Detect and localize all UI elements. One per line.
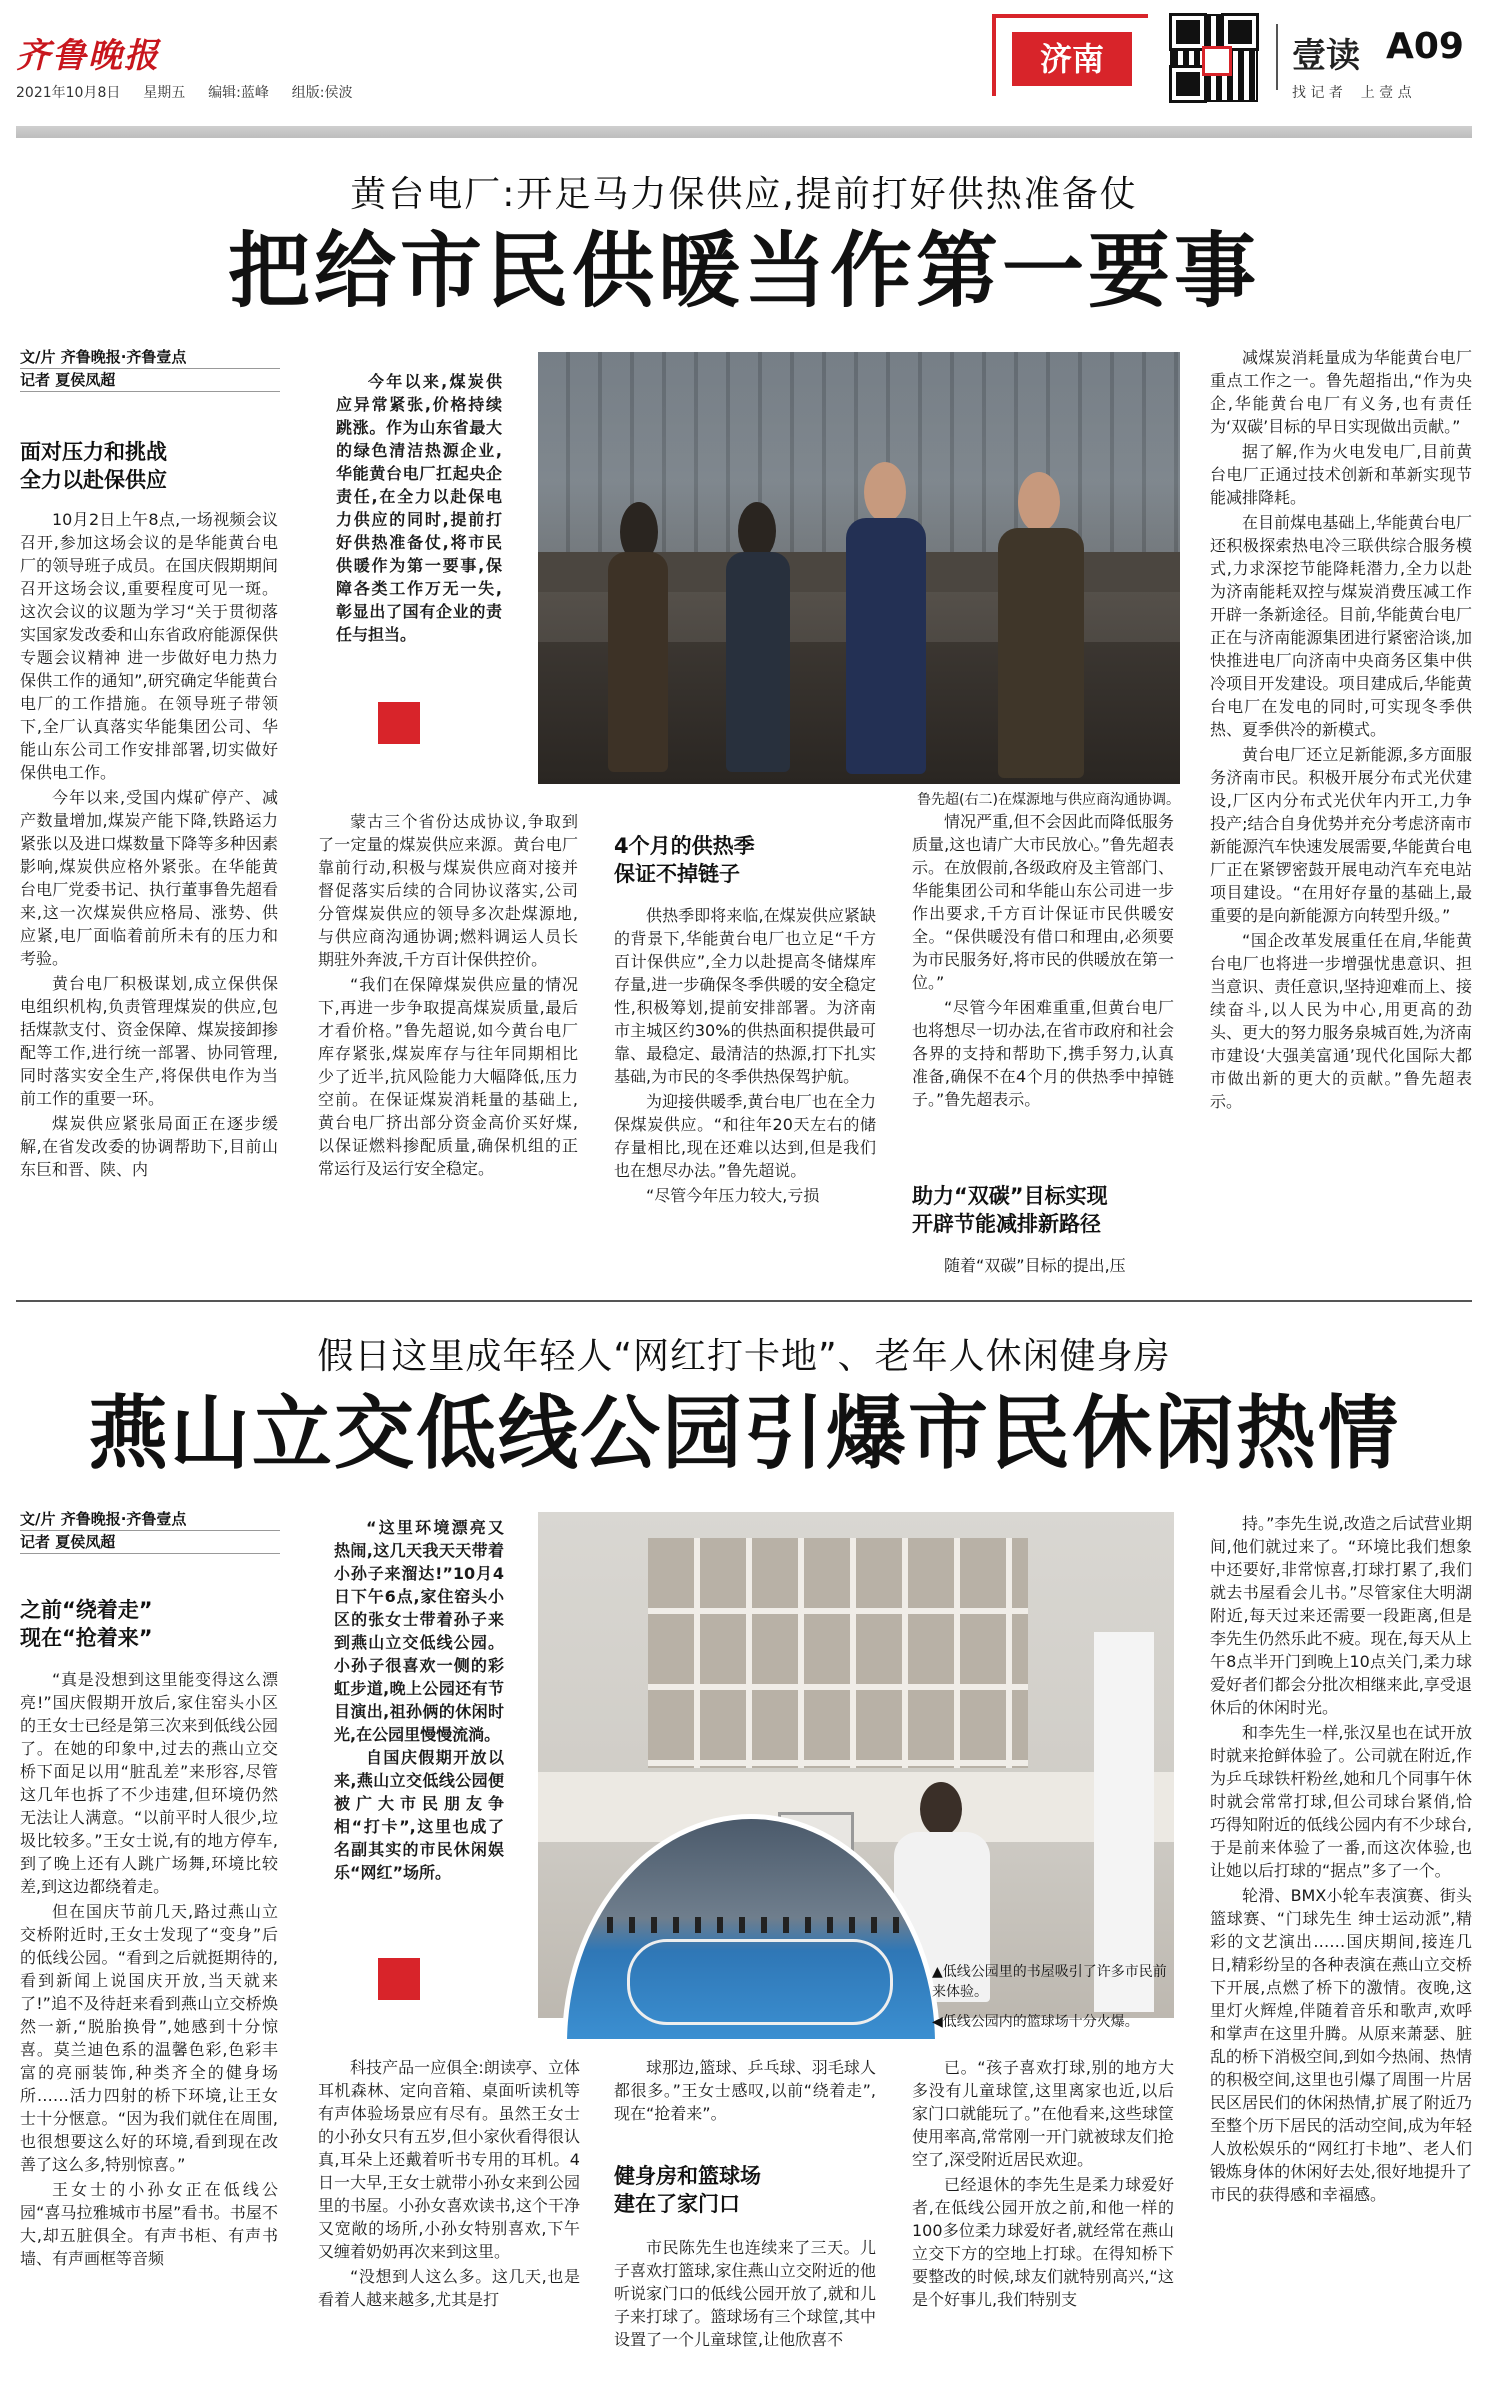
article1-col4-tail: 随着“双碳”目标的提出,压 bbox=[944, 1256, 1126, 1275]
article2-headline: 燕山立交低线公园引爆市民休闲热情 bbox=[88, 1387, 1400, 1480]
article2-col3: 球那边,篮球、乒乓球、羽毛球人都很多。”王女士感叹,以前“绕着走”,现在“抢着来”。 bbox=[614, 2058, 876, 2123]
article1-col5: 减煤炭消耗量成为华能黄台电厂重点工作之一。鲁先超指出,“作为央企,华能黄台电厂有义务,也有责任为‘双碳’目标的早日实现做出贡献。” 据了解,作为火电发电厂,目前黄台电厂正通过技术创新和革新实现节能减排降耗。 在目前煤电基础上,华能黄台电厂还积极探索热电冷三联供综合服务模式,力求深挖节能降耗潜力,全力以赴为济南能耗双控与煤炭消费压减工作开辟一条新途径。目前,华能黄台电厂正在与济南能源集团进行紧密洽谈,加快推进电厂向济南中央商务区集中供冷项目开发建设。项目建成后,华能黄台电厂在发电的同时,可实现冬季供热、夏季供冷的新模式。 黄台电厂还立足新能源,多方面服务济南市民。积极开展分布式光伏建设,厂区内分布式光伏年内开工,力争投产;结合自身优势并充分考虑济南市新能源汽车快速发展需要,华能黄台电厂正在紧锣密鼓开展电动汽车充电站项目建设。“在用好存量的基础上,最重要的是向新能源方向转型升级。” “国企改革发展重任在肩,华能黄台电厂也将进一步增强忧患意识、担当意识、责任意识,坚持迎难而上、接续奋斗,以人民为中心,用更高的劲头、更大的努力服务泉城百姓,为济南市建设‘大强美富通’现代化国际大都市做出新的更大的贡献。”鲁先超表示。 bbox=[1210, 348, 1472, 1111]
page-number: A09 bbox=[1386, 26, 1464, 67]
article2-col3b: 市民陈先生也连续来了三天。儿子喜欢打篮球,家住燕山立交附近的他听说家门口的低线公园开放了,就和儿子来打球了。篮球场有三个球筐,其中设置了一个儿童球筐,让他欣喜不 bbox=[614, 2238, 876, 2349]
article2-lead: “这里环境漂亮又热闹,这几天我天天带着小孙子来溜达!”10月4日下午6点,家住窑头小区的张女士带着孙子来到燕山立交低线公园。小孙子很喜欢一侧的彩虹步道,晚上公园还有节目演出,祖孙俩的休闲时光,在公园里慢慢流淌。 自国庆假期开放以来,燕山立交低线公园便被广大市民朋友争相“打卡”,这里也成了名副其实的市民休闲娱乐“网红”场所。 bbox=[334, 1518, 504, 1882]
article1-sub2: 4个月的供热季 保证不掉链子 bbox=[614, 834, 755, 886]
article1-col4: 情况严重,但不会因此而降低服务质量,这也请广大市民放心。”鲁先超表示。在放假前,各级政府及主管部门、华能集团公司和华能山东公司进一步作出要求,千方百计保证市民供暖安全。“保供暖没有借口和理由,必须要为市民服务好,将市民的供暖放在第一位。” “尽管今年困难重重,但黄台电厂也将想尽一切办法,在省市政府和社会各界的支持和帮助下,携手努力,认真准备,确保不在4个月的供热季中掉链子。”鲁先超表示。 bbox=[912, 812, 1174, 1109]
article2-sub2: 健身房和篮球场 建在了家门口 bbox=[614, 2164, 761, 2216]
page-label: 壹读 bbox=[1292, 36, 1360, 76]
article1-photo-caption: 鲁先超(右二)在煤源地与供应商沟通协调。 bbox=[917, 792, 1180, 808]
article1-col3: 供热季即将来临,在煤炭供应紧缺的背景下,华能黄台电厂也立足“千方百计保供应”,全力以赴提高冬储煤库存量,进一步确保冬季供暖的安全稳定性,积极筹划,提前安排部署。为济南市主城区约30%的供热面积提供最可靠、最稳定、最清洁的热源,打下扎实基础,为市民的冬季供热保驾护航。 为迎接供暖季,黄台电厂也在全力保煤炭供应。“和往年20天左右的储存量相比,现在还难以达到,但是我们也在想尽办法。”鲁先超说。 “尽管今年压力较大,亏损 bbox=[614, 906, 876, 1205]
article1-sub3: 助力“双碳”目标实现 开辟节能减排新路径 bbox=[912, 1184, 1108, 1236]
issue-date: 2021年10月8日 bbox=[16, 85, 121, 101]
article2-sub1: 之前“绕着走” 现在“抢着来” bbox=[20, 1598, 153, 1650]
slogan: 找 记 者 上 壹 点 bbox=[1292, 85, 1412, 101]
article2-red-marker bbox=[378, 1958, 420, 2000]
designer-credit: 组版:侯波 bbox=[291, 85, 353, 101]
article2-caption-bookstore: ▲低线公园里的书屋吸引了许多市民前来体验。 bbox=[932, 1964, 1167, 2000]
article1-col2: 蒙古三个省份达成协议,争取到了一定量的煤炭供应来源。黄台电厂靠前行动,积极与煤炭供应商对接并督促落实后续的合同协议落实,公司分管煤炭供应的领导多次赴煤源地,与供应商沟通协调;燃料调运人员长期驻外奔波,千方百计保供控价。 “我们在保障煤炭供应量的情况下,再进一步争取提高煤炭质量,最后才看价格。”鲁先超说,如今黄台电厂库存紧张,煤炭库存与往年同期相比少了近半,抗风险能力大幅降低,压力空前。在保证煤炭消耗量的基础上,黄台电厂挤出部分资金高价买好煤,以保证燃料掺配质量,确保机组的正常运行及运行安全稳定。 bbox=[318, 812, 578, 1178]
qr-code-icon[interactable] bbox=[1170, 14, 1258, 102]
article1-byline: 文/片 齐鲁晚报·齐鲁壹点 记者 夏侯凤超 bbox=[20, 346, 280, 392]
article2-col4: 已。“孩子喜欢打球,别的地方大多没有儿童球筐,这里离家也近,以后家门口就能玩了。”在他看来,这些球筐使用率高,常常刚一开门就被球友们抢空了,深受附近居民欢迎。 已经退休的李先生是柔力球爱好者,在低线公园开放之前,和他一样的100多位柔力球爱好者,就经常在燕山立交下方的空地上打球。在得知桥下要整改的时候,球友们就特别高兴,“这是个好事儿,我们特别支 bbox=[912, 2058, 1174, 2309]
newspaper-logo: 齐鲁晚报 bbox=[16, 36, 160, 76]
article2-byline: 文/片 齐鲁晚报·齐鲁壹点 记者 夏侯凤超 bbox=[20, 1508, 280, 1554]
section-tab: 济南 bbox=[1012, 32, 1132, 86]
article2-caption-basketball: ◀低线公园内的篮球场十分火爆。 bbox=[932, 2014, 1139, 2030]
masthead bbox=[0, 0, 1488, 140]
article1-kicker: 黄台电厂:开足马力保供应,提前打好供热准备仗 bbox=[350, 174, 1138, 215]
article1-sub1: 面对压力和挑战 全力以赴保供应 bbox=[20, 440, 167, 492]
article1-col1: 10月2日上午8点,一场视频会议召开,参加这场会议的是华能黄台电厂的领导班子成员。在国庆假期期间召开这场会议,重要程度可见一斑。这次会议的议题为学习“关于贯彻落实国家发改委和山东省政府能源保供专题会议精神 进一步做好电力热力保供工作的通知”,研究确定华能黄台电厂的工作措施。在领导班子带领下,全厂认真落实华能集团公司、华能山东公司工作安排部署,切实做好保供电工作。 今年以来,受国内煤矿停产、减产数量增加,煤炭产能下降,铁路运力紧张以及进口煤数量下降等多种因素影响,煤炭供应格外紧张。在华能黄台电厂党委书记、执行董事鲁先超看来,这一次煤炭供应格局、涨势、供应紧,电厂面临着前所未有的压力和考验。 黄台电厂积极谋划,成立保供保电组织机构,负责管理煤炭的供应,包括煤款支付、资金保障、煤炭接卸掺配等工作,进行统一部署、协同管理,同时落实安全生产,将保供电作为当前工作的重要一环。 煤炭供应紧张局面正在逐步缓解,在省发改委的协调帮助下,目前山东巨和晋、陕、内 bbox=[20, 510, 278, 1179]
article-divider bbox=[16, 1300, 1472, 1302]
article1-photo bbox=[538, 352, 1180, 784]
issue-weekday: 星期五 bbox=[143, 85, 186, 101]
article2-kicker: 假日这里成年轻人“网红打卡地”、老年人休闲健身房 bbox=[317, 1336, 1171, 1377]
article1-headline: 把给市民供暖当作第一要事 bbox=[227, 224, 1260, 319]
masthead-rule bbox=[16, 126, 1472, 138]
article2-col1: “真是没想到这里能变得这么漂亮!”国庆假期开放后,家住窑头小区的王女士已经是第三次来到低线公园了。在她的印象中,过去的燕山立交桥下面足以用“脏乱差”来形容,尽管这几年也拆了不少违建,但环境仍然无法让人满意。“以前平时人很少,垃圾比较多。”王女士说,有的地方停车,到了晚上还有人跳广场舞,环境比较差,到这边都绕着走。 但在国庆节前几天,路过燕山立交桥附近时,王女士发现了“变身”后的低线公园。“看到之后就挺期待的,看到新闻上说国庆开放,当天就来了!”追不及待赶来看到燕山立交桥焕然一新,“脱胎换骨”,她感到十分惊喜。莫兰迪色系的温馨色彩,色彩丰富的亮丽装饰,种类齐全的健身场所……活力四射的桥下环境,让王女士十分惬意。“因为我们就住在周围,也很想要这么好的环境,看到现在改善了这么多,特别惊喜。” 王女士的小孙女正在低线公园“喜马拉雅城市书屋”看书。书屋不大,却五脏俱全。有声书柜、有声书墙、有声画框等音频 bbox=[20, 1670, 278, 2268]
article1-red-marker bbox=[378, 702, 420, 744]
article1-lead: 今年以来,煤炭供应异常紧张,价格持续跳涨。作为山东省最大的绿色清洁热源企业,华能黄台电厂扛起央企责任,在全力以赴保电力供应的同时,提前打好供热准备仗,将市民供暖作为第一要事,保障各类工作万无一失,彰显出了国有企业的责任与担当。 bbox=[336, 372, 502, 644]
article2-col2: 科技产品一应俱全:朗读亭、立体耳机森林、定向音箱、桌面听读机等有声体验场景应有尽有。虽然王女士的小孙女只有五岁,但小家伙看得很认真,耳朵上还戴着听书专用的耳机。4日一大早,王女士就带小孙女来到公园里的书屋。小孙女喜欢读书,这个干净又宽敞的场所,小孙女特别喜欢,下午又缠着奶奶再次来到这里。 “没想到人这么多。这几天,也是看着人越来越多,尤其是打 bbox=[318, 2058, 580, 2309]
article2-col5: 持。”李先生说,改造之后试营业期间,他们就过来了。“环境比我们想象中还要好,非常惊喜,打球打累了,我们就去书屋看会儿书。”尽管家住大明湖附近,每天过来还需要一段距离,但是李先生仍然乐此不疲。现在,每天从上午8点半开门到晚上10点关门,柔力球爱好者们都会分批次相继来此,享受退休后的休闲时光。 和李先生一样,张汉星也在试开放时就来抢鲜体验了。公司就在附近,作为乒乓球铁杆粉丝,她和几个同事午休时就会常常打球,但公司球台紧俏,恰巧得知附近的低线公园内有不少球台,于是前来体验了一番,而这次体验,也让她以后打球的“据点”多了一个。 轮滑、BMX小轮车表演赛、街头篮球赛、“门球先生 绅士运动派”,精彩的文艺演出……国庆期间,接连几日,精彩纷呈的各种表演在燕山立交桥下开展,点燃了桥下的激情。夜晚,这里灯火辉煌,伴随着音乐和歌声,欢呼和掌声在这里升腾。从原来萧瑟、脏乱的桥下消极空间,到如今热闹、热情的积极空间,这里也引爆了周围一片居民区居民们的休闲热情,扩展了附近乃至整个历下居民的活动空间,成为年轻人放松娱乐的“网红打卡地”、老人们锻炼身体的休闲好去处,很好地提升了市民的获得感和幸福感。 bbox=[1210, 1514, 1472, 2204]
editor-credit: 编辑:蓝峰 bbox=[208, 85, 269, 101]
